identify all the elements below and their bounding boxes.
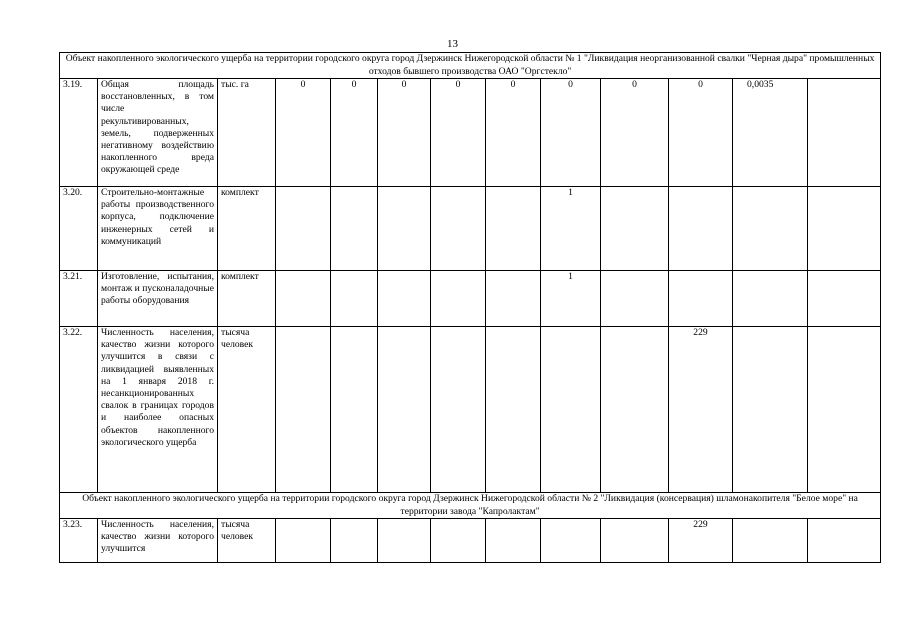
unit-cell: тысяча человек	[218, 519, 276, 563]
value-cell	[276, 187, 331, 271]
row-number: 3.23.	[60, 519, 98, 563]
value-cell	[733, 519, 808, 563]
value-cell	[431, 327, 486, 493]
unit-cell: комплект	[218, 187, 276, 271]
value-cell: 0	[601, 79, 669, 187]
value-cell: 0	[486, 79, 541, 187]
value-cell: 0	[431, 79, 486, 187]
value-cell	[331, 271, 378, 327]
value-cell	[601, 519, 669, 563]
section-header-row	[60, 53, 881, 79]
row-number: 3.21.	[60, 271, 98, 327]
value-cell	[331, 187, 378, 271]
value-cell	[486, 271, 541, 327]
value-cell	[601, 327, 669, 493]
indicator-name: Общая площадь восстановленных, в том числе рекультивированных, земель, подверженных негативному воздействию накопленного вреда окружающей среде	[98, 79, 218, 187]
table-row	[60, 519, 881, 563]
value-cell	[276, 519, 331, 563]
value-cell	[808, 271, 881, 327]
value-cell	[331, 519, 378, 563]
table-row	[60, 79, 881, 187]
table-row	[60, 271, 881, 327]
value-cell	[331, 327, 378, 493]
value-cell	[669, 271, 733, 327]
table-row	[60, 327, 881, 493]
value-cell	[276, 327, 331, 493]
value-cell	[431, 271, 486, 327]
value-cell	[276, 271, 331, 327]
row-number: 3.20.	[60, 187, 98, 271]
unit-cell: комплект	[218, 271, 276, 327]
value-cell	[431, 187, 486, 271]
value-cell	[378, 327, 431, 493]
value-cell	[486, 187, 541, 271]
value-cell	[486, 519, 541, 563]
indicator-name: Изготовление, испытания, монтаж и пусконаладочные работы оборудования	[98, 271, 218, 327]
value-cell: 0	[378, 79, 431, 187]
indicator-name-text: Численность населения, качество жизни которого улучшится	[101, 519, 214, 555]
value-cell: 229	[669, 327, 733, 493]
value-cell: 0	[276, 79, 331, 187]
value-cell	[378, 187, 431, 271]
section-title: Объект накопленного экологического ущерба на территории городского округа город Дзержинск Нижегородской области № 2 "Ликвидация (консервация) шламонакопителя "Белое море" на территории завода "Капролактам"	[60, 493, 881, 519]
value-cell: 229	[669, 519, 733, 563]
table-row	[60, 187, 881, 271]
indicator-name	[98, 519, 218, 563]
value-cell	[669, 187, 733, 271]
unit-cell: тыс. га	[218, 79, 276, 187]
value-cell	[486, 327, 541, 493]
value-cell: 0	[331, 79, 378, 187]
indicator-name: Строительно-монтажные работы производственного корпуса, подключение инженерных сетей и коммуникаций	[98, 187, 218, 271]
value-cell	[601, 187, 669, 271]
page-number: 13	[447, 38, 458, 50]
value-cell: 1	[541, 271, 601, 327]
value-cell	[378, 271, 431, 327]
value-cell	[601, 271, 669, 327]
value-cell	[541, 519, 601, 563]
row-number: 3.19.	[60, 79, 98, 187]
value-cell	[733, 187, 808, 271]
value-cell	[733, 271, 808, 327]
value-cell	[808, 79, 881, 187]
value-cell	[541, 327, 601, 493]
value-cell	[733, 327, 808, 493]
value-cell	[431, 519, 486, 563]
value-cell	[808, 519, 881, 563]
unit-cell: тысяча человек	[218, 327, 276, 493]
indicators-table	[59, 52, 881, 563]
value-cell	[808, 327, 881, 493]
value-cell: 0	[669, 79, 733, 187]
value-cell: 0,0035	[733, 79, 808, 187]
indicator-name: Численность населения, качество жизни которого улучшится в связи с ликвидацией выявленных на 1 января 2018 г. несанкционированных свалок в границах городов и наиболее опасных объектов накопленного экологического ущерба	[98, 327, 218, 493]
value-cell	[808, 187, 881, 271]
value-cell: 0	[541, 79, 601, 187]
section-title: Объект накопленного экологического ущерба на территории городского округа город Дзержинск Нижегородской области № 1 "Ликвидация неорганизованной свалки "Черная дыра" промышленных отходов бывшего производства ОАО "Оргстекло"	[60, 53, 881, 79]
value-cell: 1	[541, 187, 601, 271]
row-number: 3.22.	[60, 327, 98, 493]
value-cell	[378, 519, 431, 563]
section-header-row	[60, 493, 881, 519]
